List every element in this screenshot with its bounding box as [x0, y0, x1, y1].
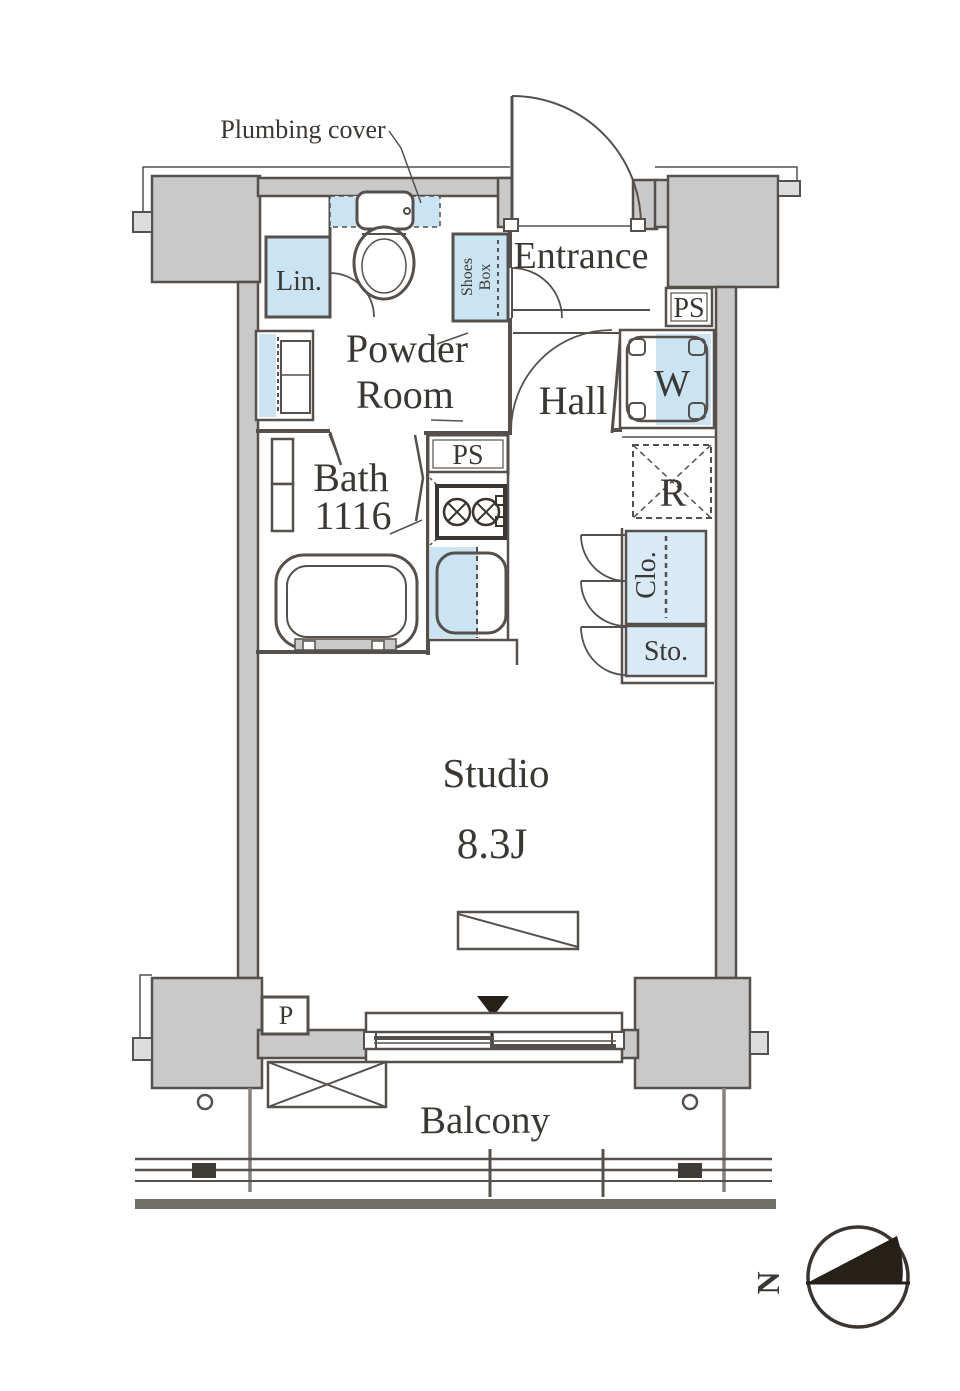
closet-label: Clo. [631, 551, 662, 599]
balcony-drain-left [198, 1095, 212, 1109]
powder-room-label-line2: Room [356, 372, 454, 417]
closet-door-arc-2 [581, 581, 626, 626]
washer-label: W [654, 363, 690, 405]
storage-door-arc [581, 627, 626, 675]
compass-north-label: N [750, 1271, 786, 1295]
pipe-label: P [278, 1001, 294, 1030]
refrigerator-label: R [659, 470, 687, 515]
compass [750, 1227, 910, 1327]
bath-label-line1: Bath [313, 455, 389, 500]
closet-door-arc-1 [581, 535, 626, 581]
powder-room-label-line1: Powder [345, 326, 469, 371]
powder-leader-2 [431, 420, 463, 421]
stove [437, 486, 505, 538]
wall-tab-left-top [133, 212, 152, 232]
bath-shelf-upper [272, 439, 293, 484]
linen-label: Lin. [276, 266, 322, 297]
studio-label: Studio [442, 750, 550, 796]
entrance-door [504, 96, 645, 231]
pillar-bottom-left [152, 978, 262, 1088]
balcony-label: Balcony [420, 1099, 550, 1142]
entrance-label: Entrance [513, 235, 649, 277]
balcony-drain-right [683, 1095, 697, 1109]
wall-tab-right-bottom [750, 1032, 768, 1054]
entrance-door-swing-arc [512, 96, 641, 225]
wall-tab-right-top [778, 181, 800, 196]
ac-unit [268, 1062, 386, 1107]
bath-label-line2: 1116 [314, 493, 392, 538]
bath-door-leaf-b [415, 435, 423, 521]
toilet-area [330, 192, 440, 299]
wall-tab-left-bottom [133, 1038, 152, 1060]
bath-shelf-lower [272, 484, 293, 531]
pillar-top-right [668, 176, 778, 287]
ps-kitchen-label: PS [452, 440, 484, 471]
plumbing-cover-label: Plumbing cover [220, 115, 386, 144]
balcony-railing [135, 1149, 772, 1197]
toilet-bowl [354, 227, 414, 299]
hall-label: Hall [538, 378, 608, 423]
ps-upper-label: PS [673, 293, 705, 324]
pillar-bottom-right [635, 978, 750, 1088]
pillar-top-left [152, 176, 260, 282]
wall-right [716, 287, 736, 978]
shoes-box-label-line1: Shoes [459, 257, 476, 297]
shoes-box-label-line2: Box [477, 263, 494, 291]
bath-leader-2 [390, 520, 422, 534]
washbasin [256, 331, 313, 420]
sliding-window [364, 1013, 624, 1062]
studio-size-label: 8.3J [456, 821, 528, 868]
storage-label: Sto. [643, 636, 689, 667]
balcony-edge-bar [135, 1199, 776, 1209]
